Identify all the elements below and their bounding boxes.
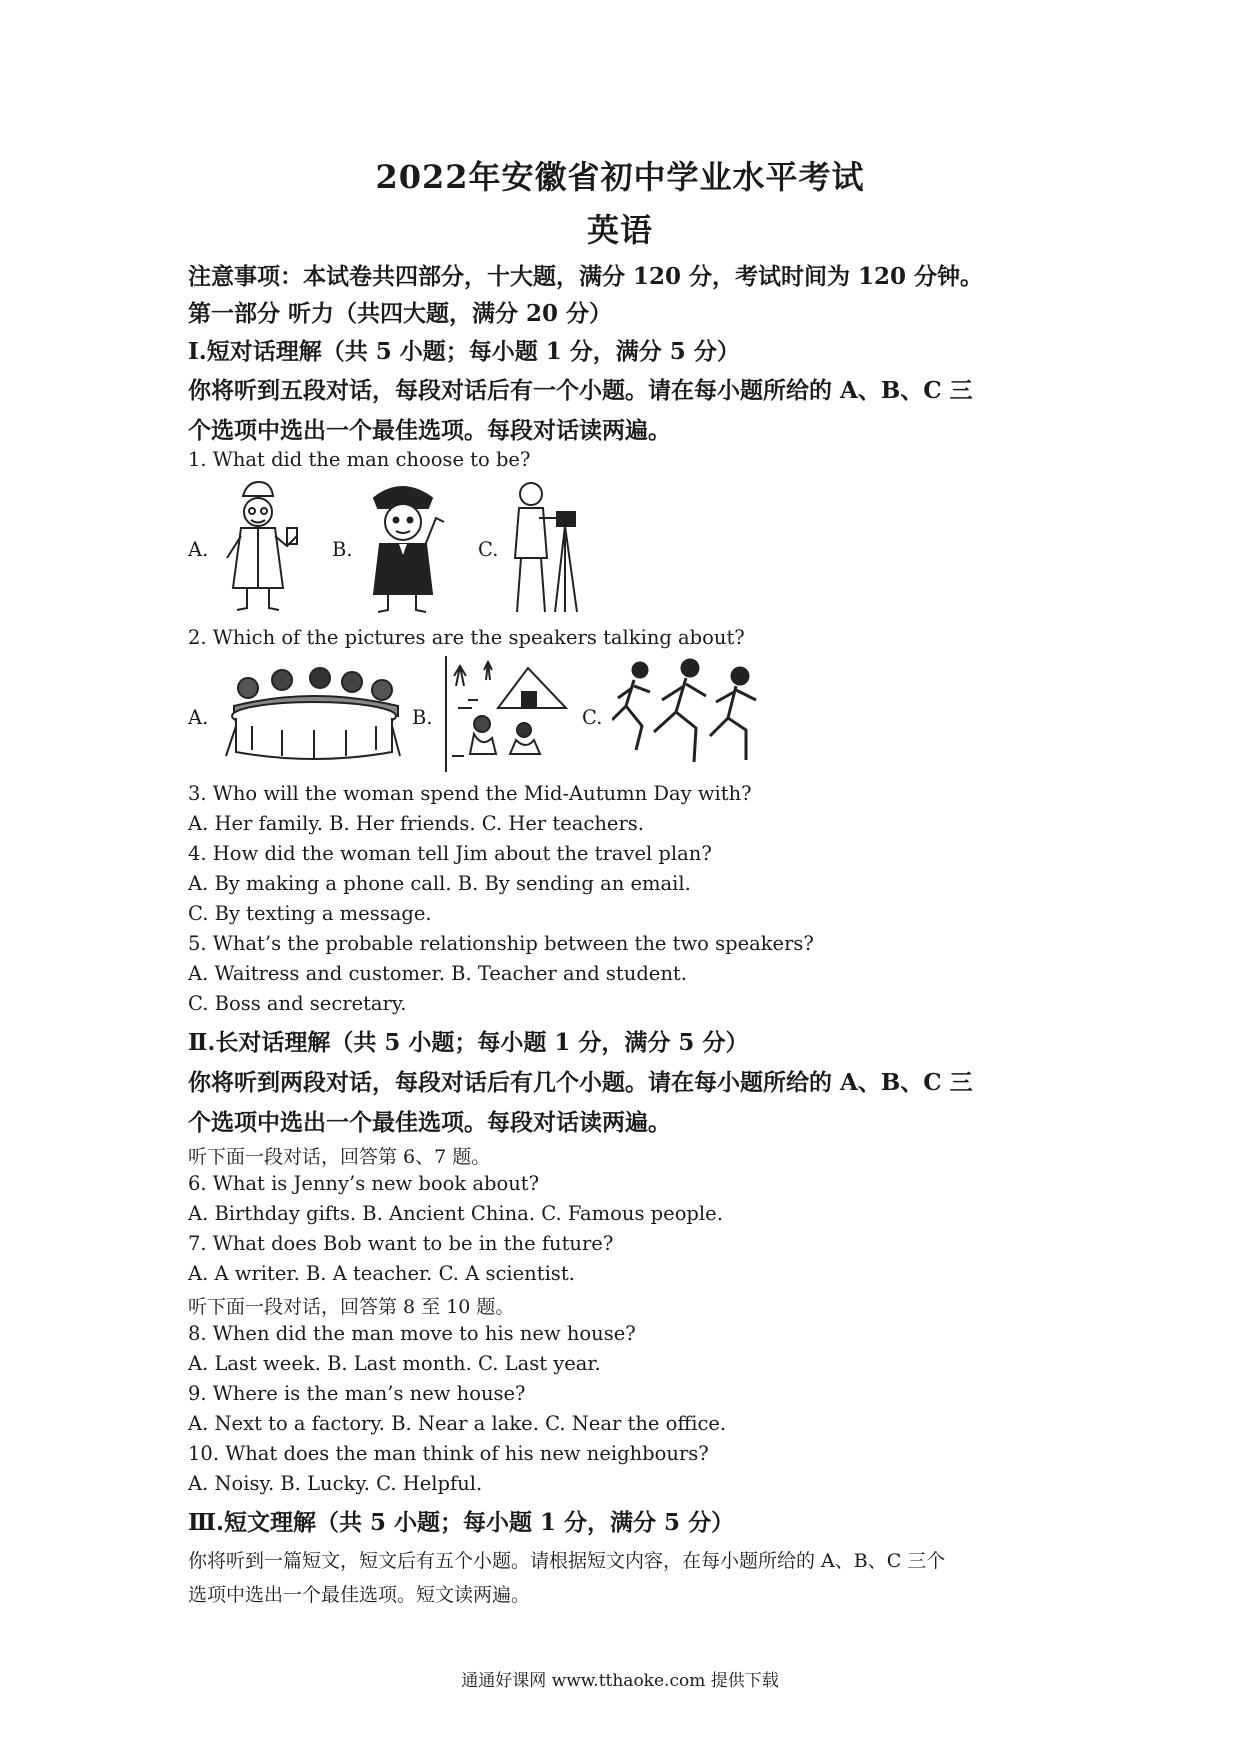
question-9: 9. Where is the man’s new house? [188, 1382, 526, 1405]
question-7: 7. What does Bob want to be in the future? [188, 1232, 614, 1255]
photographer-picture [505, 478, 583, 614]
q1-option-c-label: C. [478, 538, 499, 561]
listen-instruction-2: 听下面一段对话，回答第 8 至 10 题。 [188, 1296, 515, 1318]
question-2: 2. Which of the pictures are the speakers talking about? [188, 626, 745, 649]
question-10: 10. What does the man think of his new neighbours? [188, 1442, 709, 1465]
question-5-options-1: A. Waitress and customer. B. Teacher and student. [188, 962, 687, 985]
doctor-picture [215, 478, 305, 614]
section1-instruction-1: 你将听到五段对话，每段对话后有一个小题。请在每小题所给的 A、B、C 三 [188, 377, 973, 404]
footer-text: 通通好课网 www.tthaoke.com 提供下载 [461, 1671, 779, 1691]
notice-text: 注意事项：本试卷共四部分，十大题，满分 120 分，考试时间为 120 分钟。 [188, 263, 984, 290]
section1-title: Ⅰ.短对话理解（共 5 小题；每小题 1 分，满分 5 分） [188, 338, 740, 365]
listen-instruction-1: 听下面一段对话，回答第 6、7 题。 [188, 1146, 491, 1168]
q2-option-b-label: B. [412, 706, 433, 729]
question-8: 8. When did the man move to his new house? [188, 1322, 636, 1345]
question-1: 1. What did the man choose to be? [188, 448, 531, 471]
running-picture [612, 656, 762, 772]
section2-title: Ⅱ.长对话理解（共 5 小题；每小题 1 分，满分 5 分） [188, 1029, 749, 1056]
section3-instruction-2: 选项中选出一个最佳选项。短文读两遍。 [188, 1584, 531, 1606]
q1-option-a-label: A. [188, 538, 209, 561]
question-5: 5. What’s the probable relationship between the two speakers? [188, 932, 814, 955]
q2-option-c-label: C. [582, 706, 603, 729]
question-6-options: A. Birthday gifts. B. Ancient China. C. Famous people. [188, 1202, 723, 1225]
q2-option-a-label: A. [188, 706, 209, 729]
section2-instruction-2: 个选项中选出一个最佳选项。每段对话读两遍。 [188, 1109, 671, 1136]
question-10-options: A. Noisy. B. Lucky. C. Helpful. [188, 1472, 483, 1495]
question-4: 4. How did the woman tell Jim about the travel plan? [188, 842, 712, 865]
question-4-options-2: C. By texting a message. [188, 902, 432, 925]
question-6: 6. What is Jenny’s new book about? [188, 1172, 540, 1195]
part1-title: 第一部分 听力（共四大题，满分 20 分） [188, 300, 613, 327]
subject-title: 英语 [586, 211, 653, 249]
q1-option-b-label: B. [332, 538, 353, 561]
question-8-options: A. Last week. B. Last month. C. Last year. [188, 1352, 601, 1375]
section2-instruction-1: 你将听到两段对话，每段对话后有几个小题。请在每小题所给的 A、B、C 三 [188, 1069, 973, 1096]
question-9-options: A. Next to a factory. B. Near a lake. C. Near the office. [188, 1412, 727, 1435]
section3-title: Ⅲ.短文理解（共 5 小题；每小题 1 分，满分 5 分） [188, 1509, 735, 1536]
question-4-options-1: A. By making a phone call. B. By sending an email. [188, 872, 691, 895]
question-3-options: A. Her family. B. Her friends. C. Her teachers. [188, 812, 644, 835]
camping-picture [444, 656, 572, 772]
family-dinner-picture [222, 666, 406, 764]
section3-instruction-1: 你将听到一篇短文，短文后有五个小题。请根据短文内容，在每小题所给的 A、B、C 三个 [188, 1550, 946, 1572]
section1-instruction-2: 个选项中选出一个最佳选项。每段对话读两遍。 [188, 417, 671, 444]
question-3: 3. Who will the woman spend the Mid-Autumn Day with? [188, 782, 752, 805]
question-7-options: A. A writer. B. A teacher. C. A scientist. [188, 1262, 575, 1285]
police-officer-picture [358, 474, 448, 614]
exam-title: 2022年安徽省初中学业水平考试 [375, 158, 865, 196]
question-5-options-2: C. Boss and secretary. [188, 992, 407, 1015]
